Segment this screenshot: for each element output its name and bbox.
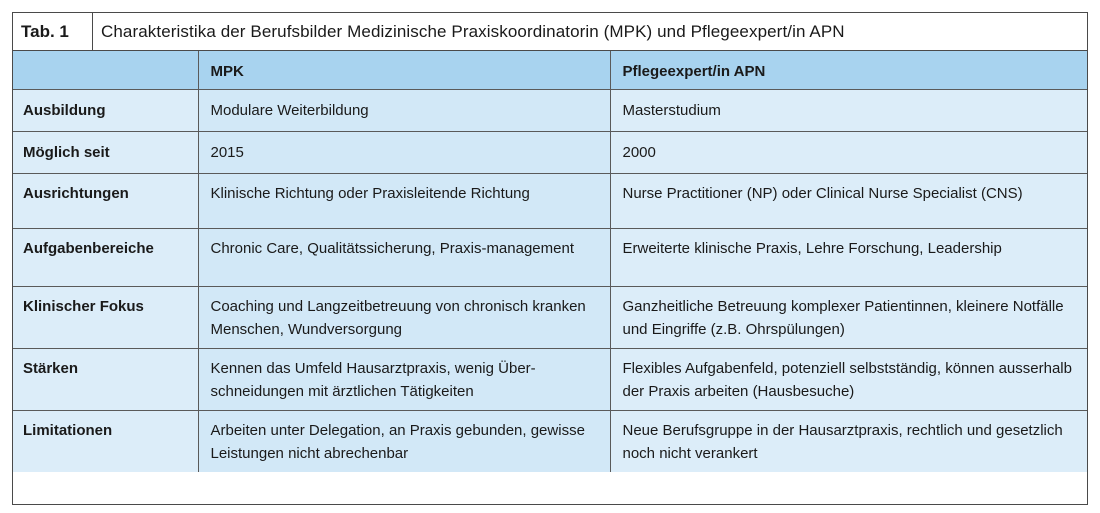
row-label: Klinischer Fokus [13,287,198,349]
table-row [13,132,1087,174]
header-cell-empty [13,51,198,90]
table-row [13,287,1087,349]
cell-apn: Ganzheitliche Betreuung komplexer Patientinnen, kleinere Notfälle und Eingriffe (z.B. Ohrspülungen) [610,287,1087,349]
row-label: Ausrichtungen [13,174,198,229]
cell-apn: 2000 [610,132,1087,174]
table-title: Charakteristika der Berufsbilder Medizinische Praxiskoordinatorin (MPK) und Pflegeexpert/in APN [101,21,845,41]
row-label: Möglich seit [13,132,198,174]
row-label: Ausbildung [13,90,198,132]
cell-mpk: Klinische Richtung oder Praxisleitende Richtung [198,174,610,229]
table-title-bar [13,13,1087,51]
cell-mpk: 2015 [198,132,610,174]
cell-mpk: Modulare Weiterbildung [198,90,610,132]
row-label: Stärken [13,349,198,411]
cell-mpk: Coaching und Langzeitbetreuung von chronisch kranken Menschen, Wundversorgung [198,287,610,349]
header-cell-mpk: MPK [198,51,610,90]
row-label: Limitationen [13,411,198,473]
cell-apn: Neue Berufsgruppe in der Hausarztpraxis, rechtlich und gesetzlich noch nicht verankert [610,411,1087,473]
cell-mpk: Arbeiten unter Delegation, an Praxis gebunden, gewisse Leistungen nicht abrechenbar [198,411,610,473]
cell-apn: Nurse Practitioner (NP) oder Clinical Nurse Specialist (CNS) [610,174,1087,229]
header-cell-apn: Pflegeexpert/in APN [610,51,1087,90]
header-row [13,51,1087,90]
cell-mpk: Kennen das Umfeld Hausarztpraxis, wenig Über-schneidungen mit ärztlichen Tätigkeiten [198,349,610,411]
table-number: Tab. 1 [13,13,93,50]
cell-apn: Erweiterte klinische Praxis, Lehre Forschung, Leadership [610,229,1087,287]
table-row [13,349,1087,411]
characteristics-table [12,12,1088,505]
table-row [13,174,1087,229]
cell-apn: Masterstudium [610,90,1087,132]
cell-mpk: Chronic Care, Qualitätssicherung, Praxis-management [198,229,610,287]
table-row [13,90,1087,132]
row-label: Aufgabenbereiche [13,229,198,287]
data-table [13,51,1087,472]
table-row [13,229,1087,287]
cell-apn: Flexibles Aufgabenfeld, potenziell selbstständig, können ausserhalb der Praxis arbeiten (Hausbesuche) [610,349,1087,411]
table-row [13,411,1087,473]
